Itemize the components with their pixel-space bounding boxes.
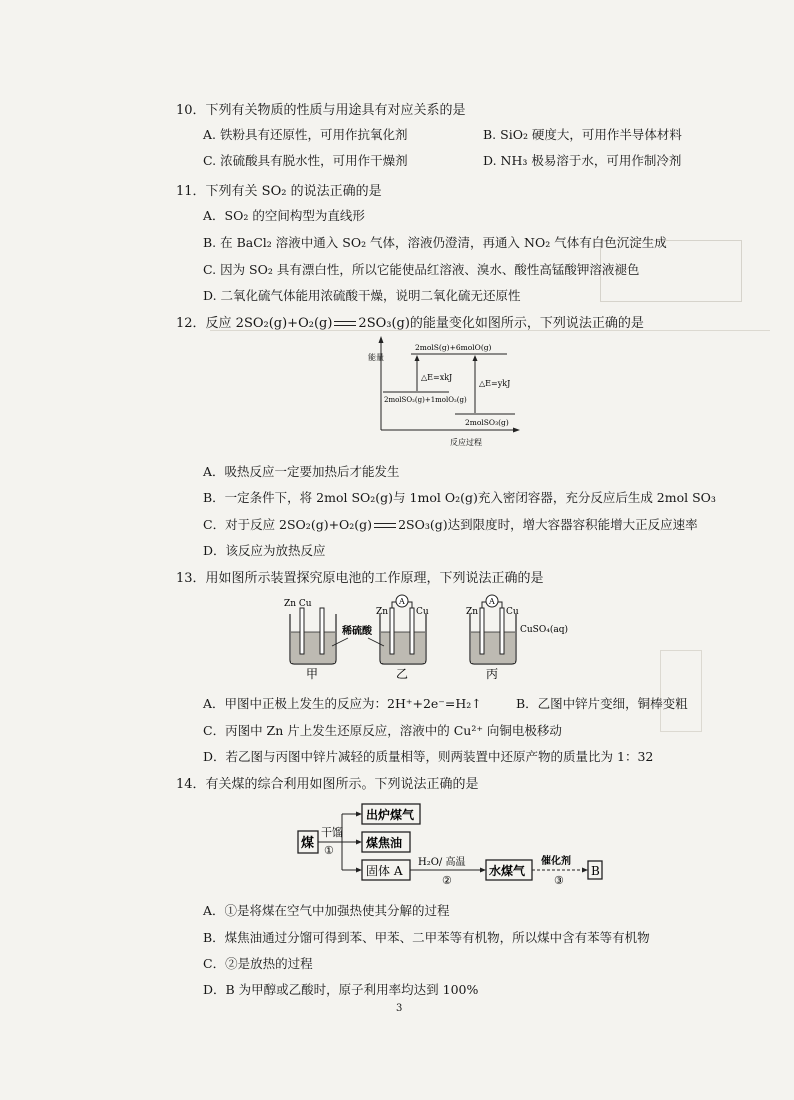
energy-axis-label: 能量 [368,353,384,362]
reagent-label: H₂O/ 高温 [418,857,466,868]
label-bing: 丙 [486,667,499,680]
q11-stem: 11．下列有关 SO₂ 的说法正确的是 [176,184,382,199]
label-jia: 甲 [306,667,319,680]
product2-label: 煤焦油 [366,836,403,850]
product-level-label: 2molSO₃(g) [465,418,509,427]
q11-option-c: C. 因为 SO₂ 具有漂白性，所以它能使品红溶液、溴水、酸性高锰酸钾溶液褪色 [203,262,640,277]
q13-option-d: D．若乙图与丙图中锌片减轻的质量相等，则两装置中还原产物的质量比为 1：32 [203,749,654,764]
yi-zn-label: Zn [376,607,389,617]
q13-stem: 13．用如图所示装置探究原电池的工作原理，下列说法正确的是 [176,571,544,586]
label-yi: 乙 [396,667,409,680]
solid-a-label: 固体 A [366,864,403,878]
cell-bing [466,595,519,664]
equilibrium-arrow-icon [334,320,356,328]
product1-label: 出炉煤气 [366,808,415,822]
cuso4-label: CuSO₄(aq) [520,625,568,635]
q14-option-c: C．②是放热的过程 [203,956,313,971]
bing-cu-label: Cu [506,607,519,617]
page-number: 3 [396,1003,403,1014]
q12-option-c-left: C．对于反应 2SO₂(g)+O₂(g) [203,517,373,532]
q12-stem [176,312,644,331]
q11-option-b: B. 在 BaCl₂ 溶液中通入 SO₂ 气体，溶液仍澄清，再通入 NO₂ 气体有白色沉淀生成 [203,235,667,250]
q14-option-a: A．①是将煤在空气中加强热使其分解的过程 [203,903,450,918]
equilibrium-arrow-icon [374,522,396,530]
bing-zn-label: Zn [466,607,479,617]
q14-stem: 14．有关煤的综合利用如图所示。下列说法正确的是 [176,777,479,792]
reaction-process-label: 反应过程 [450,438,482,447]
coal-label: 煤 [301,836,315,851]
q11-option-d: D. 二氧化硫气体能用浓硫酸干燥，说明二氧化硫无还原性 [203,288,521,303]
top-level-label: 2molS(g)+6molO(g) [415,343,492,352]
q10-option-b: B. SiO₂ 硬度大，可用作半导体材料 [483,127,682,142]
q10-option-d: D. NH₃ 极易溶于水，可用作制冷剂 [483,153,682,168]
q12-option-a: A．吸热反应一定要加热后才能发生 [203,464,400,479]
q12-stem-right: 2SO₃(g)的能量变化如图所示，下列说法正确的是 [358,316,644,331]
dry-distill-label: 干馏 [321,826,343,839]
acid-label: 稀硫酸 [342,626,372,637]
energy-diagram [365,334,525,450]
q13-option-c: C．丙图中 Zn 片上发生还原反应，溶液中的 Cu²⁺ 向铜电极移动 [203,723,562,738]
catalyst-label: 催化剂 [541,856,571,867]
yi-ammeter-label: A [399,597,405,606]
q13-option-b: B．乙图中锌片变细，铜棒变粗 [516,696,688,711]
cell-jia [284,599,336,664]
q12-option-c-right: 2SO₃(g)达到限度时，增大容器容积能增大正反应速率 [398,517,698,532]
q12-option-b: B．一定条件下，将 2mol SO₂(g)与 1mol O₂(g)充入密闭容器，充分反应后生成 2mol SO₃ [203,490,716,505]
bleed-through-noise [660,650,702,732]
q12-stem-left: 12．反应 2SO₂(g)+O₂(g) [176,316,333,331]
yi-cu-label: Cu [416,607,429,617]
step2-label: ② [442,874,452,887]
jia-electrodes-label: Zn Cu [284,599,312,609]
q11-option-a: A．SO₂ 的空间构型为直线形 [203,208,365,223]
bing-ammeter-label: A [489,597,495,606]
q13-option-a: A．甲图中正极上发生的反应为：2H⁺+2e⁻=H₂↑ [203,696,482,711]
b-label: B [591,864,600,878]
step3-label: ③ [554,874,564,887]
q14-option-d: D．B 为甲醇或乙酸时，原子利用率均达到 100% [203,982,479,997]
q10-option-c: C. 浓硫酸具有脱水性，可用作干燥剂 [203,153,408,168]
q10-option-a: A. 铁粉具有还原性，可用作抗氧化剂 [203,127,408,142]
reactant-level-label: 2molSO₂(g)+1molO₂(g) [384,396,467,404]
coal-utilization-diagram [296,798,606,888]
galvanic-cells-diagram [282,592,572,680]
q14-option-b: B．煤焦油通过分馏可得到苯、甲苯、二甲苯等有机物，所以煤中含有苯等有机物 [203,930,650,945]
delta-y-label: △E=ykJ [479,379,511,388]
q12-option-d: D．该反应为放热反应 [203,543,326,558]
delta-x-label: △E=xkJ [421,373,453,382]
water-gas-label: 水煤气 [489,864,526,878]
step1-label: ① [324,844,334,857]
q12-option-c [203,515,698,533]
q10-stem: 10．下列有关物质的性质与用途具有对应关系的是 [176,103,466,118]
cell-yi [376,595,429,664]
